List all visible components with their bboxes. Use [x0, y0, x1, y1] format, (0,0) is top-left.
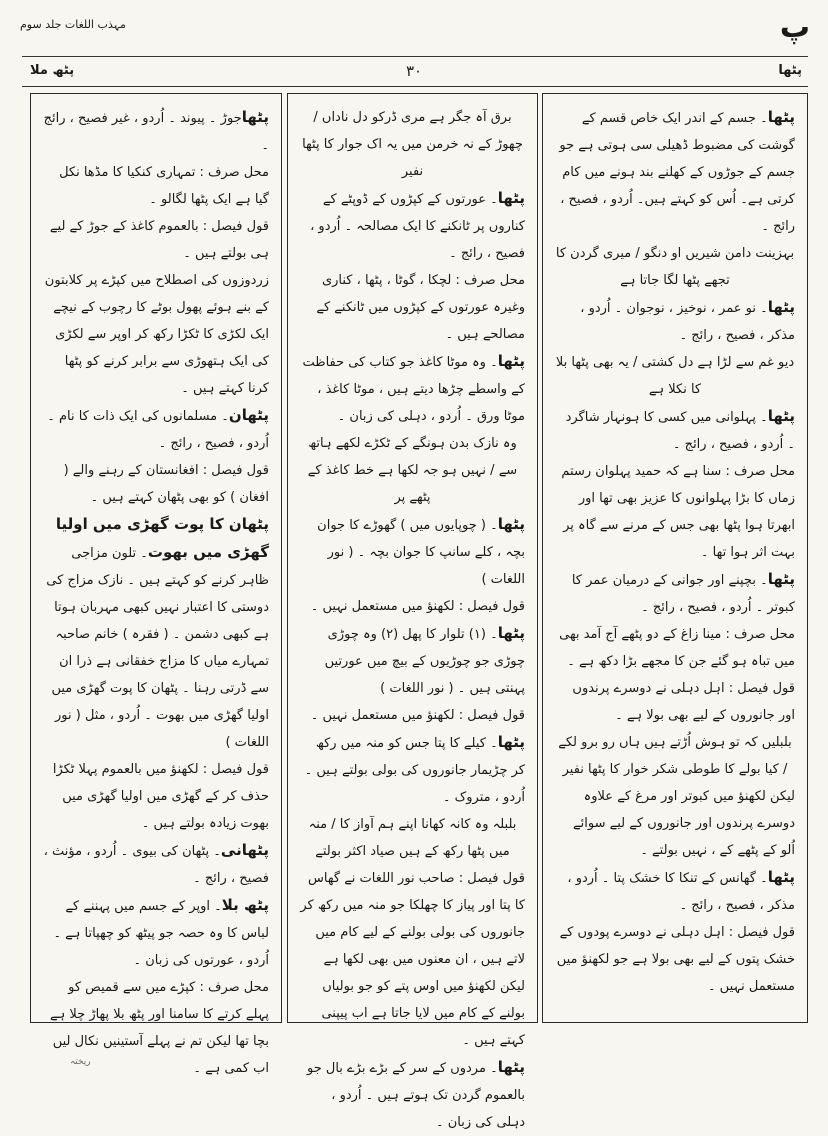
- entry-text: ۔ نو عمر ، نوخیز ، نوجوان ۔ اُردو ، مذکر ، فصیح ، رائج ۔: [580, 301, 795, 343]
- headword: پٹھا: [767, 108, 795, 126]
- dictionary-entry: [555, 621, 795, 675]
- entry-text: ۔ گھانس کے تنکا کا خشک پتا ۔ اُردو ، مذکر ، فصیح ، رائج ۔: [567, 871, 795, 913]
- dictionary-entry: [300, 865, 525, 1054]
- headword: پٹھا: [497, 515, 525, 533]
- verse-text: بلبلہ وہ کانہ کھانا اپنے ہم آواز کا / منہ میں پٹھا رکھ کے ہیں صیاد اکثر بولتے: [308, 817, 517, 859]
- verse-text: وہ نازک بدن ہونگے کے ٹکڑے لکھے ہاتھ سے / نہیں ہو جہ لکھا ہے خط کاغذ کے پٹھے پر: [307, 436, 518, 505]
- dictionary-entry: [300, 267, 525, 348]
- entry-text: جوڑ ۔ پیوند ۔ اُردو ، غیر فصیح ، رائج ۔: [43, 111, 269, 153]
- entry-text: ۔ تلون مزاجی ظاہر کرنے کو کہتے ہیں ۔ نازک مزاج کی دوستی کا اعتبار نہیں کبھی مہربان ہوتا ہے کبھی دشمن ۔ ( فقرہ ) خانم صاحبہ تمہارے میاں کا مزاج خفقانی ہے ذرا ان سے ڈرتی رہنا ۔ پٹھان کا پوت گھڑی میں اولیا گھڑی میں بھوت ۔ اُردو ، مثل ( نور اللغات ): [46, 546, 269, 750]
- dictionary-entry: [555, 566, 795, 621]
- headword: پٹھا: [497, 352, 525, 370]
- headword: پٹھا: [767, 570, 795, 588]
- entry-text: قول فیصل : لکھنؤ میں بالعموم پہلا ٹکڑا حذف کر کے گھڑی میں اولیا گھڑی میں بھوت زیادہ بولتے ہیں ۔: [52, 762, 269, 831]
- header-rule-top: [22, 56, 808, 57]
- entry-text: ۔ عورتوں کے کپڑوں کے ڈوپٹے کے کناروں پر ٹانکنے کا ایک مصالحہ ۔ اُردو ، فصیح ، رائج ۔: [310, 192, 525, 261]
- dictionary-entry: [555, 403, 795, 458]
- verse-text: برق آہ جگر ہے مری ڈرکو دل ناداں / چھوڑ کے نہ خرمن میں یہ اک جوار کا پٹھا نفیر: [302, 110, 523, 179]
- entry-text: لیکن لکھنؤ میں کبوتر اور مرغ کے علاوہ دوسرے پرندوں اور جانوروں کے لیے سوائے اُلو کے پٹھے کے ، نہیں بولتے ۔: [573, 789, 795, 858]
- entry-text: قول فیصل : لکھنؤ میں مستعمل نہیں ۔: [310, 708, 525, 723]
- headword: پٹھا: [767, 298, 795, 316]
- entry-text: ۔ کیلے کا پتا جس کو منہ میں رکھ کر چڑیمار جانوروں کی بولی بولتے ہیں ۔ اُردو ، متروک ۔: [304, 736, 525, 805]
- page-number: ۳۰: [405, 62, 423, 80]
- catchword: پٹھ ملا: [30, 63, 75, 78]
- entry-text: ۔ جسم کے اندر ایک خاص قسم کے گوشت کی مضبوط ڈھیلی سی ہوتی ہے جو جسم کے جوڑوں کے کھلنے بند ہونے میں کام کرتی ہے۔ اُس کو کہتے ہیں۔ اُردو ، فصیح ، رائج ۔: [559, 111, 795, 234]
- entry-text: زردوزوں کی اصطلاح میں کپڑے پر کلابتون کے بنے ہوئے پھول بوٹے کا رچوب کے نیچے ایک لکڑی کا ٹکڑا رکھ کر اوپر سے لکڑی کی ایک ہتھوڑی سے برابر کرنے کو پٹھا کرنا کہتے ہیں ۔: [44, 273, 269, 396]
- entry-text: محل صرف : سنا ہے کہ حمید پہلوان رستم زماں کا بڑا پہلوانوں کا عزیز بھی تھا اور ابھرتا ہوا پٹھا بھی جس کے مرنے سے گاہ پر بہت اثر ہوا تھا ۔: [561, 464, 795, 560]
- dictionary-entry: [43, 104, 269, 159]
- verse-text: بلبلیں کہ تو ہوش اُڑتے ہیں ہاں رو برو لکے / کیا بولے کا طوطی شکر خوار کا پٹھا نفیر: [558, 735, 792, 777]
- dictionary-entry: [300, 729, 525, 811]
- dictionary-entry: [43, 267, 269, 402]
- dictionary-entry: [300, 620, 525, 702]
- dictionary-entry: [43, 756, 269, 837]
- dictionary-entry: [43, 892, 269, 974]
- verse: [300, 104, 525, 185]
- verse-text: بہزینت دامن شیریں او دنگو / میری گردن کا تجھے پٹھا لگا جاتا ہے: [555, 246, 795, 288]
- dictionary-entry: [43, 159, 269, 213]
- entry-text: ۔ پہلوانی میں کسی کا ہونہار شاگرد ۔ اُردو ، فصیح ، رائج ۔: [565, 410, 795, 452]
- headword: پٹھا: [497, 624, 525, 642]
- verse: [555, 240, 795, 294]
- header-rule-bottom: [22, 86, 808, 87]
- dictionary-entry: [555, 864, 795, 919]
- entry-text: محل صرف : مینا زاغ کے دو پٹھے آج آمد بھی میں تباہ ہو گئے جن کا مجھے بڑا دکھ ہے ۔: [559, 627, 795, 669]
- dictionary-entry: [300, 593, 525, 620]
- entry-text: قول فیصل : صاحب نور اللغات نے گھاس کا پتا اور پیاز کا چھلکا جو منہ میں رکھ کر جانوروں کی بولی بولنے کے لیے کام میں لاتے ہیں ، ان معنوں میں بھی لکھا ہے لیکن لکھنؤ میں اوس پتے کو جو بولیاں بولنے کے کام میں لایا جاتا ہے اب پیپنی کہتے ہیں ۔: [300, 871, 525, 1048]
- dictionary-entry: [555, 294, 795, 349]
- column-middle: [287, 93, 538, 1130]
- verse: [555, 729, 795, 783]
- dictionary-entry: [300, 511, 525, 593]
- entry-text: ۔ پٹھان کی بیوی ۔ اُردو ، مؤنث ، فصیح ، رائج ۔: [43, 844, 269, 886]
- dictionary-entry: [555, 919, 795, 1000]
- headword: پٹھا: [497, 733, 525, 751]
- entry-text: محل صرف : کپڑے میں سے قمیص کو پہلے کرتے کا سامنا اور پٹھ بلا پھاڑ چلا ہے بچا تھا لیکن تم نے پہلے آستینیں نکال لیں اب کمی ہے ۔: [50, 980, 269, 1076]
- verse-text: دیو غم سے لڑا ہے دل کشتی / یہ بھی پٹھا بلا کا نکلا ہے: [555, 355, 795, 397]
- headword: پٹھا: [767, 868, 795, 886]
- dictionary-entry: [43, 402, 269, 457]
- headword: پٹھان کا پوت گھڑی میں اولیا گھڑی میں بھوت: [55, 515, 269, 561]
- verse: [300, 430, 525, 511]
- entry-text: قول فیصل : اہل دہلی نے دوسرے پودوں کے خشک پتوں کے لیے بھی بولا ہے جو لکھنؤ میں مستعمل نہیں ۔: [556, 925, 795, 994]
- entry-text: محل صرف : لچکا ، گوٹا ، پٹھا ، کناری وغیرہ عورتوں کے کپڑوں میں ٹانکنے کے مصالحے ہیں ۔: [316, 273, 525, 342]
- header-letter: پ: [779, 10, 810, 45]
- entry-text: قول فیصل : لکھنؤ میں مستعمل نہیں ۔: [310, 599, 525, 614]
- dictionary-entry: [300, 702, 525, 729]
- entry-text: ۔ بچپنے اور جوانی کے درمیان عمر کا کبوتر ۔ اُردو ، فصیح ، رائج ۔: [571, 573, 795, 615]
- dictionary-entry: [43, 457, 269, 511]
- column-right: [542, 93, 808, 1023]
- dictionary-entry: [300, 1054, 525, 1136]
- headword: پٹھا: [767, 407, 795, 425]
- entry-text: ۔ ( چوپایوں میں ) گھوڑے کا جوان بچہ ، کلے سانپ کا جوان بچہ ۔ ( نور اللغات ): [317, 518, 525, 587]
- dictionary-entry: [555, 104, 795, 240]
- dictionary-entry: [43, 511, 269, 756]
- entry-text: قول فیصل : اہل دہلی نے دوسرے پرندوں اور جانوروں کے لیے بھی بولا ہے ۔: [572, 681, 795, 723]
- headword: پٹھا: [241, 108, 269, 126]
- entry-text: ۔ وہ موٹا کاغذ جو کتاب کی حفاظت کے واسطے چڑھا دیتے ہیں ، موٹا کاغذ ، موٹا ورق ۔ اُردو ، دہلی کی زبان ۔: [302, 355, 525, 424]
- dictionary-entry: [555, 783, 795, 864]
- entry-text: قول فیصل : افغانستان کے رہنے والے ( افغان ) کو بھی پٹھان کہتے ہیں ۔: [63, 463, 269, 505]
- footer-mark: ریختہ: [70, 1057, 91, 1067]
- entry-text: قول فیصل : بالعموم کاغذ کے جوڑ کے لیے ہی بولتے ہیں ۔: [49, 219, 269, 261]
- verse: [300, 811, 525, 865]
- headword: پٹھان: [228, 406, 269, 424]
- dictionary-entry: [43, 837, 269, 892]
- dictionary-entry: [555, 675, 795, 729]
- running-title: پٹھا: [778, 63, 802, 78]
- headword: پٹھا: [497, 189, 525, 207]
- entry-text: ۔ (۱) تلوار کا پھل (۲) وہ چوڑی چوڑی جو چوڑیوں کے بیچ میں عورتیں پہنتی ہیں ۔ ( نور اللغات ): [324, 627, 525, 696]
- dictionary-entry: [43, 213, 269, 267]
- headword: پٹھا: [497, 1058, 525, 1076]
- book-title: مہذب اللغات جلد سوم: [20, 18, 126, 31]
- dictionary-entry: [555, 458, 795, 566]
- dictionary-entry: [300, 185, 525, 267]
- headword: پٹھانی: [220, 841, 269, 859]
- verse: [555, 349, 795, 403]
- entry-text: محل صرف : تمہاری کنکیا کا مڈھا نکل گیا ہے ایک پٹھا لگالو ۔: [59, 165, 269, 207]
- entry-text: ۔ اوپر کے جسم میں پہننے کے لباس کا وہ حصہ جو پیٹھ کو چھپاتا ہے ۔ اُردو ، عورتوں کی زبان ۔: [53, 899, 269, 968]
- entry-text: ۔ مسلمانوں کی ایک ذات کا نام ۔ اُردو ، فصیح ، رائج ۔: [47, 409, 269, 451]
- headword: پٹھ بلا: [221, 896, 269, 914]
- dictionary-entry: [300, 348, 525, 430]
- entry-text: ۔ مردوں کے سر کے بڑے بڑے بال جو بالعموم گردن تک ہوتے ہیں ۔ اُردو ، دہلی کی زبان ۔: [307, 1061, 525, 1130]
